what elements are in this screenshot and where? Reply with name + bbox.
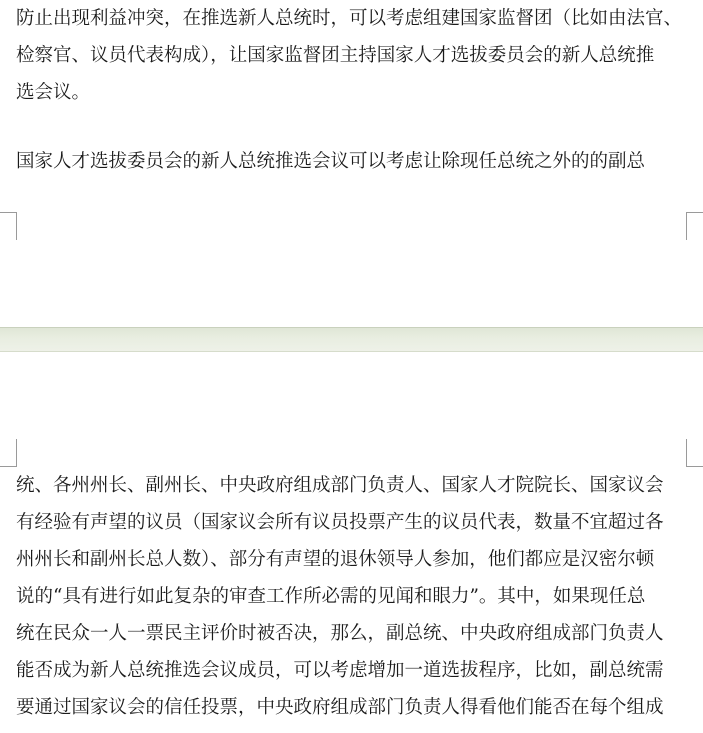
text-line: 国家人才选拔委员会的新人总统推选会议可以考虑让除现任总统之外的的副总 bbox=[16, 151, 646, 172]
text-line: 检察官、议员代表构成），让国家监督团主持国家人才选拔委员会的新人总统推 bbox=[16, 45, 655, 66]
page-corner-mark-bottom-left bbox=[0, 212, 17, 240]
page-separator bbox=[0, 327, 703, 352]
text-line: 说的“具有进行如此复杂的审查工作所必需的见闻和眼力”。其中，如果现任总 bbox=[16, 586, 646, 607]
page-corner-mark-top-left bbox=[0, 439, 17, 467]
document-page-bottom bbox=[0, 352, 703, 733]
text-line: 要通过国家议会的信任投票，中央政府组成部门负责人得看他们能否在每个组成 bbox=[16, 697, 664, 718]
text-line: 能否成为新人总统推选会议成员，可以考虑增加一道选拔程序，比如，副总统需 bbox=[16, 660, 664, 681]
paragraph-selection-meeting bbox=[16, 143, 686, 180]
text-line: 选会议。 bbox=[16, 82, 91, 103]
paragraph-conflict-of-interest bbox=[16, 0, 686, 111]
document-page-top bbox=[0, 0, 703, 327]
page-corner-mark-bottom-right bbox=[686, 212, 703, 240]
text-line: 统、各州州长、副州长、中央政府组成部门负责人、国家人才院院长、国家议会 bbox=[16, 475, 664, 496]
paragraph-meeting-participants bbox=[16, 467, 686, 726]
text-line: 防止出现利益冲突，在推选新人总统时，可以考虑组建国家监督团（比如由法官、 bbox=[16, 8, 683, 29]
text-line: 州州长和副州长总人数）、部分有声望的退休领导人参加，他们都应是汉密尔顿 bbox=[16, 549, 655, 570]
text-line: 统在民众一人一票民主评价时被否决，那么，副总统、中央政府组成部门负责人 bbox=[16, 623, 664, 644]
text-line: 有经验有声望的议员（国家议会所有议员投票产生的议员代表，数量不宜超过各 bbox=[16, 512, 664, 533]
page-corner-mark-top-right bbox=[686, 439, 703, 467]
